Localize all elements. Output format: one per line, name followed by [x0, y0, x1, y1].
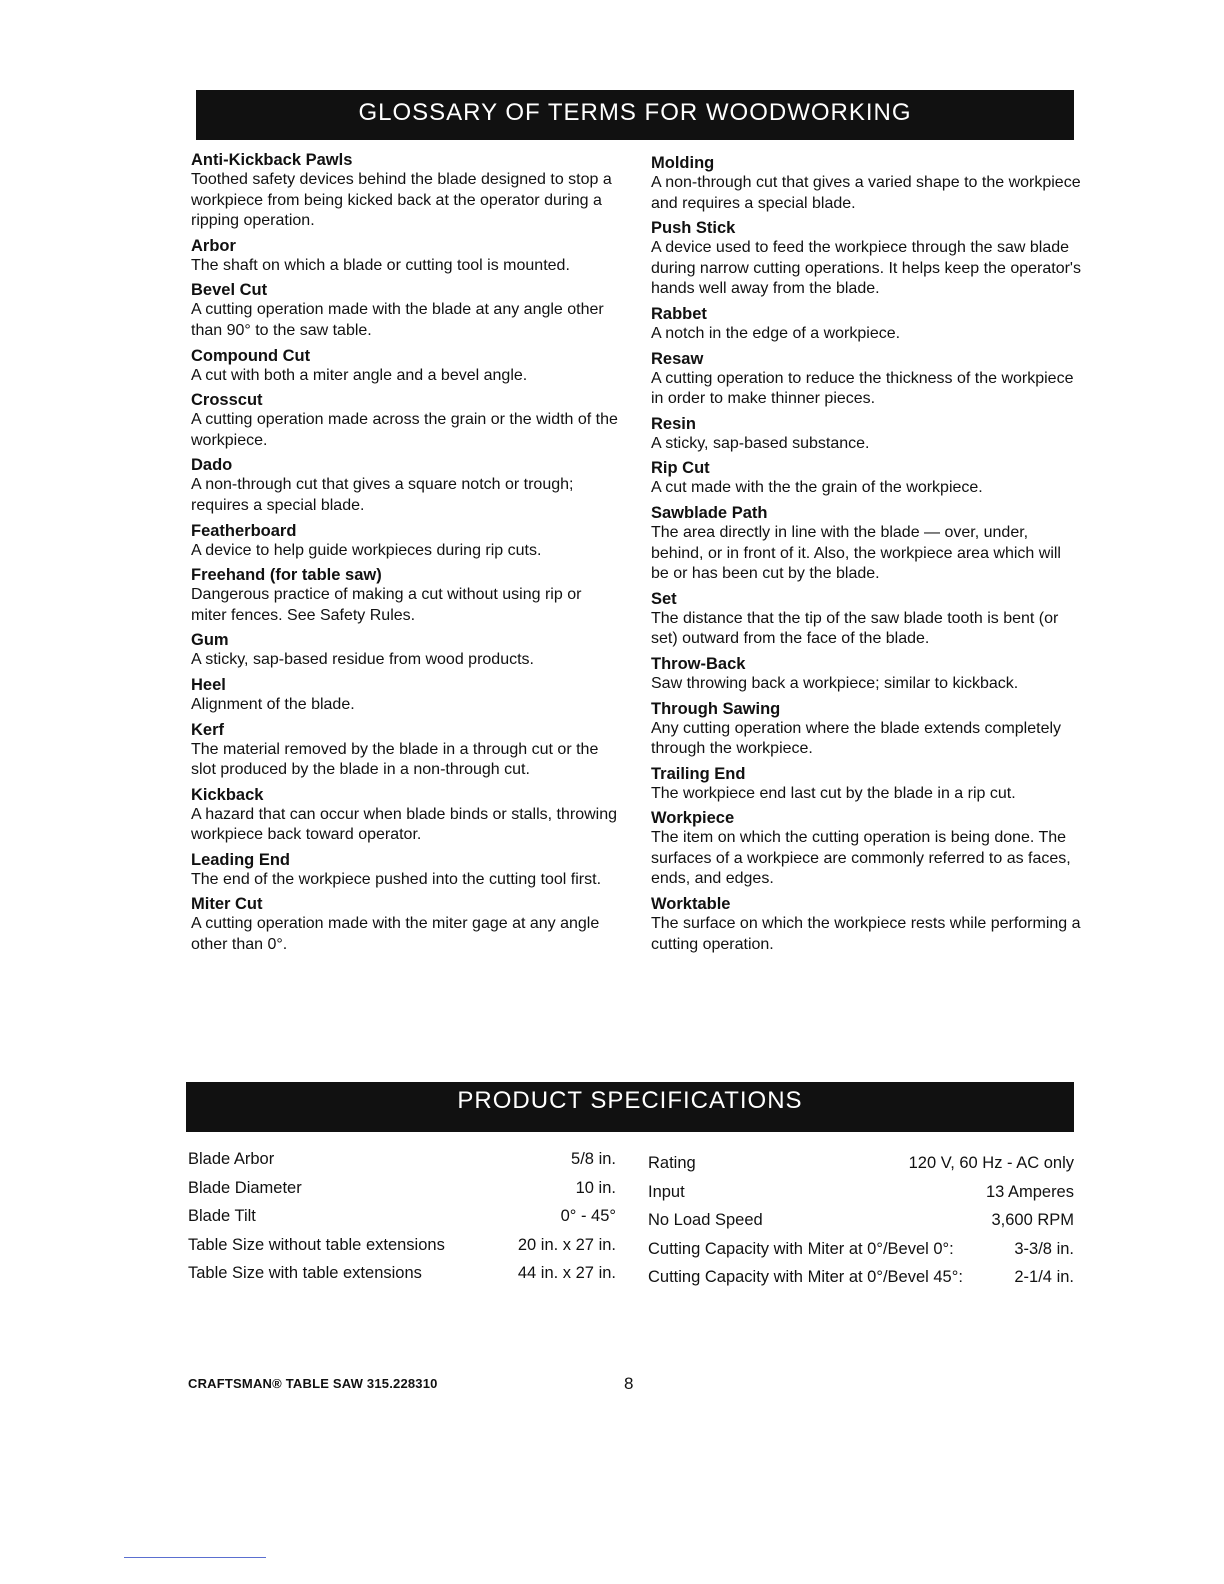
spec-value: 10 in. — [575, 1178, 616, 1197]
glossary-entry — [651, 503, 1081, 585]
glossary-term: Featherboard — [191, 521, 297, 540]
glossary-entry — [191, 346, 621, 387]
glossary-term: Rabbet — [651, 304, 707, 323]
glossary-definition: A non-through cut that gives a varied shape to the workpiece and requires a special blade. — [651, 174, 1081, 212]
glossary-definition: The material removed by the blade in a through cut or the slot produced by the blade in a non-through cut. — [191, 740, 599, 779]
glossary-term: Leading End — [191, 850, 290, 869]
glossary-term: Freehand (for table saw) — [191, 566, 382, 585]
spec-label: Cutting Capacity with Miter at 0°/Bevel 45°: — [648, 1268, 963, 1286]
glossary-term: Trailing End — [651, 764, 746, 783]
glossary-term: Heel — [191, 675, 226, 694]
spec-label: Blade Diameter — [188, 1178, 302, 1197]
glossary-definition: The end of the workpiece pushed into the cutting tool first. — [191, 870, 602, 888]
glossary-entry — [651, 304, 1081, 345]
glossary-entry — [651, 589, 1081, 650]
spec-value: 120 V, 60 Hz - AC only — [908, 1154, 1074, 1172]
spec-row — [188, 1262, 616, 1291]
glossary-term: Sawblade Path — [651, 503, 768, 522]
glossary-definition: A sticky, sap-based residue from wood products. — [191, 651, 534, 669]
glossary-left-column — [191, 150, 621, 960]
glossary-definition: Saw throwing back a workpiece; similar to kickback. — [651, 674, 1019, 692]
glossary-entry — [191, 720, 621, 781]
spec-value: 13 Amperes — [985, 1182, 1074, 1201]
spec-value: 5/8 in. — [571, 1150, 616, 1168]
glossary-term: Resin — [651, 414, 696, 433]
spec-value: 44 in. x 27 in. — [517, 1264, 616, 1282]
glossary-entry — [651, 894, 1081, 955]
page-number: 8 — [624, 1374, 634, 1393]
glossary-entry — [651, 458, 1081, 499]
glossary-term: Bevel Cut — [191, 281, 268, 300]
spec-row — [648, 1266, 1074, 1295]
glossary-term: Arbor — [191, 236, 236, 255]
glossary-term: Worktable — [651, 895, 731, 914]
glossary-entry — [651, 808, 1081, 890]
glossary-term: Gum — [191, 631, 229, 650]
glossary-definition: A hazard that can occur when blade binds or stalls, throwing workpiece back toward operator. — [191, 805, 618, 844]
glossary-entry — [651, 764, 1081, 805]
spec-row — [648, 1181, 1074, 1210]
spec-label: Table Size without table extensions — [188, 1235, 445, 1254]
glossary-entry — [651, 654, 1081, 695]
glossary-definition: A cutting operation to reduce the thickness of the workpiece in order to make thinner pieces. — [651, 369, 1074, 408]
glossary-right-column — [651, 153, 1081, 959]
glossary-entry — [191, 785, 621, 846]
glossary-term: Workpiece — [651, 809, 735, 828]
glossary-term: Throw-Back — [651, 654, 746, 673]
glossary-entry — [191, 630, 621, 671]
glossary-definition: A device used to feed the workpiece through the saw blade during narrow cutting operations. It helps keep the operator's hands well away from the blade. — [651, 239, 1081, 298]
spec-row — [188, 1148, 616, 1177]
glossary-entry — [651, 414, 1081, 455]
glossary-definition: Alignment of the blade. — [191, 695, 355, 713]
glossary-definition: A cut with both a miter angle and a bevel angle. — [191, 366, 528, 384]
glossary-definition: A cutting operation made across the grain or the width of the workpiece. — [191, 411, 618, 449]
spec-label: Table Size with table extensions — [188, 1264, 422, 1282]
spec-label: Input — [648, 1182, 685, 1201]
footer-model: CRAFTSMAN® TABLE SAW 315.228310 — [188, 1376, 438, 1391]
glossary-term: Compound Cut — [191, 346, 311, 365]
glossary-term: Miter Cut — [191, 895, 263, 914]
bottom-divider — [124, 1557, 266, 1558]
glossary-title: GLOSSARY OF TERMS FOR WOODWORKING — [196, 90, 1074, 140]
spec-value: 3-3/8 in. — [1014, 1239, 1074, 1258]
glossary-entry — [191, 894, 621, 955]
glossary-entry — [191, 565, 621, 626]
spec-row — [188, 1234, 616, 1263]
glossary-entry — [651, 153, 1081, 214]
spec-value: 20 in. x 27 in. — [517, 1235, 616, 1254]
glossary-definition: A cutting operation made with the blade at any angle other than 90° to the saw table. — [191, 301, 604, 339]
spec-value: 2-1/4 in. — [1014, 1268, 1074, 1286]
glossary-entry — [651, 699, 1081, 760]
glossary-entry — [191, 521, 621, 562]
glossary-term: Crosscut — [191, 391, 263, 410]
spec-label: Rating — [648, 1154, 696, 1172]
spec-row — [648, 1238, 1074, 1267]
spec-value: 0° - 45° — [560, 1207, 616, 1225]
spec-label: Cutting Capacity with Miter at 0°/Bevel 0°: — [648, 1239, 954, 1258]
glossary-term: Anti-Kickback Pawls — [191, 151, 353, 169]
glossary-definition: A cut made with the the grain of the workpiece. — [651, 479, 983, 497]
spec-value: 3,600 RPM — [991, 1211, 1074, 1229]
glossary-entry — [191, 850, 621, 891]
glossary-definition: A notch in the edge of a workpiece. — [651, 324, 901, 342]
glossary-definition: A cutting operation made with the miter gage at any angle other than 0°. — [191, 915, 600, 954]
glossary-definition: Any cutting operation where the blade extends completely through the workpiece. — [651, 719, 1062, 758]
spec-label: No Load Speed — [648, 1211, 763, 1229]
glossary-entry — [191, 280, 621, 341]
glossary-term: Dado — [191, 456, 233, 475]
specs-right-list — [648, 1152, 1074, 1295]
spec-row — [188, 1177, 616, 1206]
glossary-term: Kickback — [191, 785, 264, 804]
glossary-entry — [191, 390, 621, 451]
glossary-definition: The area directly in line with the blade — over, under, behind, or in front of it. Also, the workpiece area which will be or has been cut by the blade. — [651, 523, 1061, 583]
glossary-definition: Toothed safety devices behind the blade designed to stop a workpiece from being kicked back at the operator during a ripping operation. — [191, 171, 612, 230]
glossary-entry — [191, 236, 621, 277]
glossary-entry — [191, 675, 621, 716]
glossary-definition: The workpiece end last cut by the blade in a rip cut. — [651, 784, 1016, 802]
glossary-term: Set — [651, 589, 677, 608]
spec-row — [188, 1205, 616, 1234]
glossary-definition: The distance that the tip of the saw blade tooth is bent (or set) outward from the face of the blade. — [651, 609, 1059, 648]
glossary-term: Resaw — [651, 349, 704, 368]
glossary-entry — [651, 349, 1081, 410]
spec-row — [648, 1209, 1074, 1238]
specs-left-list — [188, 1148, 616, 1291]
spec-label: Blade Tilt — [188, 1207, 256, 1225]
glossary-definition: A device to help guide workpieces during rip cuts. — [191, 541, 542, 559]
spec-label: Blade Arbor — [188, 1150, 275, 1168]
glossary-definition: The item on which the cutting operation is being done. The surfaces of a workpiece are commonly referred to as faces, ends, and edges. — [651, 829, 1071, 888]
glossary-term: Through Sawing — [651, 699, 781, 718]
glossary-definition: A sticky, sap-based substance. — [651, 434, 870, 452]
glossary-definition: The shaft on which a blade or cutting tool is mounted. — [191, 256, 570, 274]
glossary-entry — [651, 218, 1081, 300]
glossary-definition: The surface on which the workpiece rests while performing a cutting operation. — [651, 915, 1081, 953]
glossary-entry — [191, 150, 621, 232]
glossary-term: Rip Cut — [651, 459, 710, 478]
glossary-term: Push Stick — [651, 219, 736, 238]
glossary-definition: Dangerous practice of making a cut without using rip or miter fences. See Safety Rules. — [191, 586, 582, 624]
glossary-definition: A non-through cut that gives a square notch or trough; requires a special blade. — [191, 476, 574, 514]
glossary-entry — [191, 455, 621, 516]
glossary-term: Molding — [651, 154, 715, 172]
spec-row — [648, 1152, 1074, 1181]
glossary-term: Kerf — [191, 720, 225, 739]
specifications-title: PRODUCT SPECIFICATIONS — [186, 1082, 1074, 1132]
